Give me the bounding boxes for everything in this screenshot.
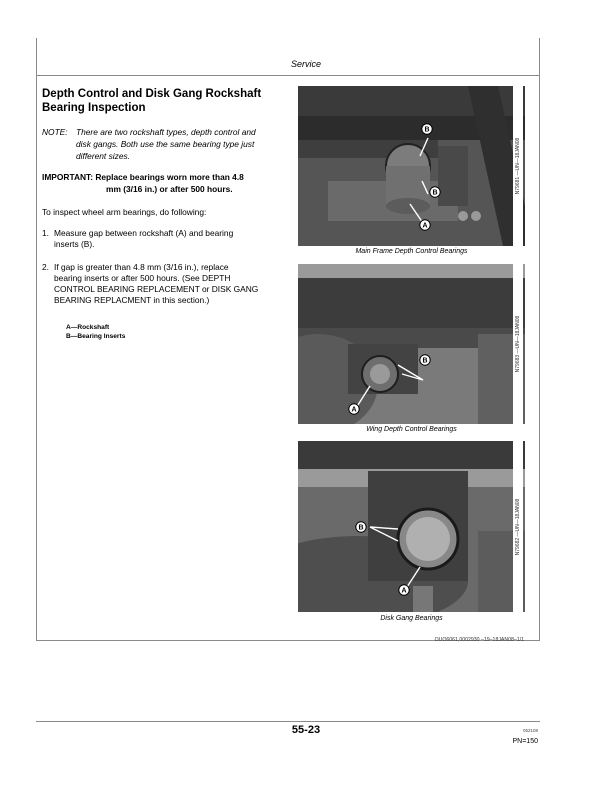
figure-part-number-box bbox=[513, 441, 523, 612]
important-block bbox=[42, 171, 292, 195]
step-line: BEARING REPLACMENT in this section.) bbox=[54, 295, 210, 305]
note-line: There are two rockshaft types, depth control and bbox=[76, 127, 256, 137]
figure-part-number-box bbox=[513, 264, 523, 424]
callout-letter: B bbox=[432, 189, 438, 197]
intro-paragraph: To inspect wheel arm bearings, do following: bbox=[42, 207, 207, 217]
callout-marker bbox=[421, 123, 433, 135]
page-number: 55-23 bbox=[291, 724, 321, 736]
figure-disk-gang-photo bbox=[298, 441, 525, 612]
page-heading: Depth Control and Disk Gang Rockshaft Bearing Inspection bbox=[42, 88, 262, 114]
footer-code: 052108 bbox=[522, 728, 538, 733]
footer-pn: PN=150 bbox=[512, 738, 538, 745]
step-line: If gap is greater than 4.8 mm (3/16 in.), replace bbox=[54, 262, 229, 272]
callout-letter: B bbox=[358, 524, 364, 532]
callout-marker bbox=[419, 354, 431, 366]
step-line: Measure gap between rockshaft (A) and bearing bbox=[54, 228, 234, 238]
figure-part-number: N79682 —UN—18JAN08 bbox=[515, 498, 521, 555]
callout-letter: B bbox=[422, 357, 428, 365]
callout-letter: B bbox=[424, 126, 430, 134]
step-number: 2. bbox=[42, 262, 49, 272]
figure-part-number-box bbox=[513, 86, 523, 246]
legend-item: A—Rockshaft bbox=[66, 324, 110, 331]
step-1 bbox=[42, 228, 292, 250]
callout-letter: A bbox=[422, 222, 428, 230]
figure-part-number: N79681 —UN—18JAN08 bbox=[515, 137, 521, 195]
figure-caption: Disk Gang Bearings bbox=[380, 615, 443, 622]
note-line: different sizes. bbox=[76, 151, 130, 161]
note-label: NOTE: bbox=[42, 127, 68, 137]
important-line: mm (3/16 in.) or after 500 hours. bbox=[106, 184, 233, 194]
figure-caption: Main Frame Depth Control Bearings bbox=[355, 248, 468, 255]
callout-letter: A bbox=[351, 406, 357, 414]
callout-marker bbox=[429, 186, 441, 198]
figure-legend bbox=[66, 323, 125, 341]
callout-letter: A bbox=[401, 587, 407, 595]
step-2 bbox=[42, 262, 292, 306]
callout-marker bbox=[419, 219, 431, 231]
callout-marker bbox=[355, 521, 367, 533]
step-number: 1. bbox=[42, 228, 49, 238]
step-line: inserts (B). bbox=[54, 239, 95, 249]
important-line: IMPORTANT: Replace bearings worn more than 4.8 bbox=[42, 172, 244, 182]
figure-wing-photo bbox=[298, 264, 525, 424]
note-block bbox=[42, 126, 292, 162]
step-line: bearing inserts or after 500 hours. (See DEPTH bbox=[54, 273, 231, 283]
figure-caption: Wing Depth Control Bearings bbox=[366, 426, 457, 433]
note-line: disk gangs. Both use the same bearing type just bbox=[76, 139, 255, 149]
legend-item: B—Bearing Inserts bbox=[66, 333, 126, 340]
figure-main-frame-photo bbox=[298, 86, 525, 246]
callout-marker bbox=[398, 584, 410, 596]
callout-marker bbox=[348, 403, 360, 415]
document-reference: OUO6061,0002930 –19–18JAN08–1/1 bbox=[434, 637, 524, 643]
step-line: CONTROL BEARING REPLACEMENT or DISK GANG bbox=[54, 284, 259, 294]
section-title: Service bbox=[290, 59, 321, 69]
figure-part-number: N79683 —UN—18JAN08 bbox=[515, 315, 521, 373]
